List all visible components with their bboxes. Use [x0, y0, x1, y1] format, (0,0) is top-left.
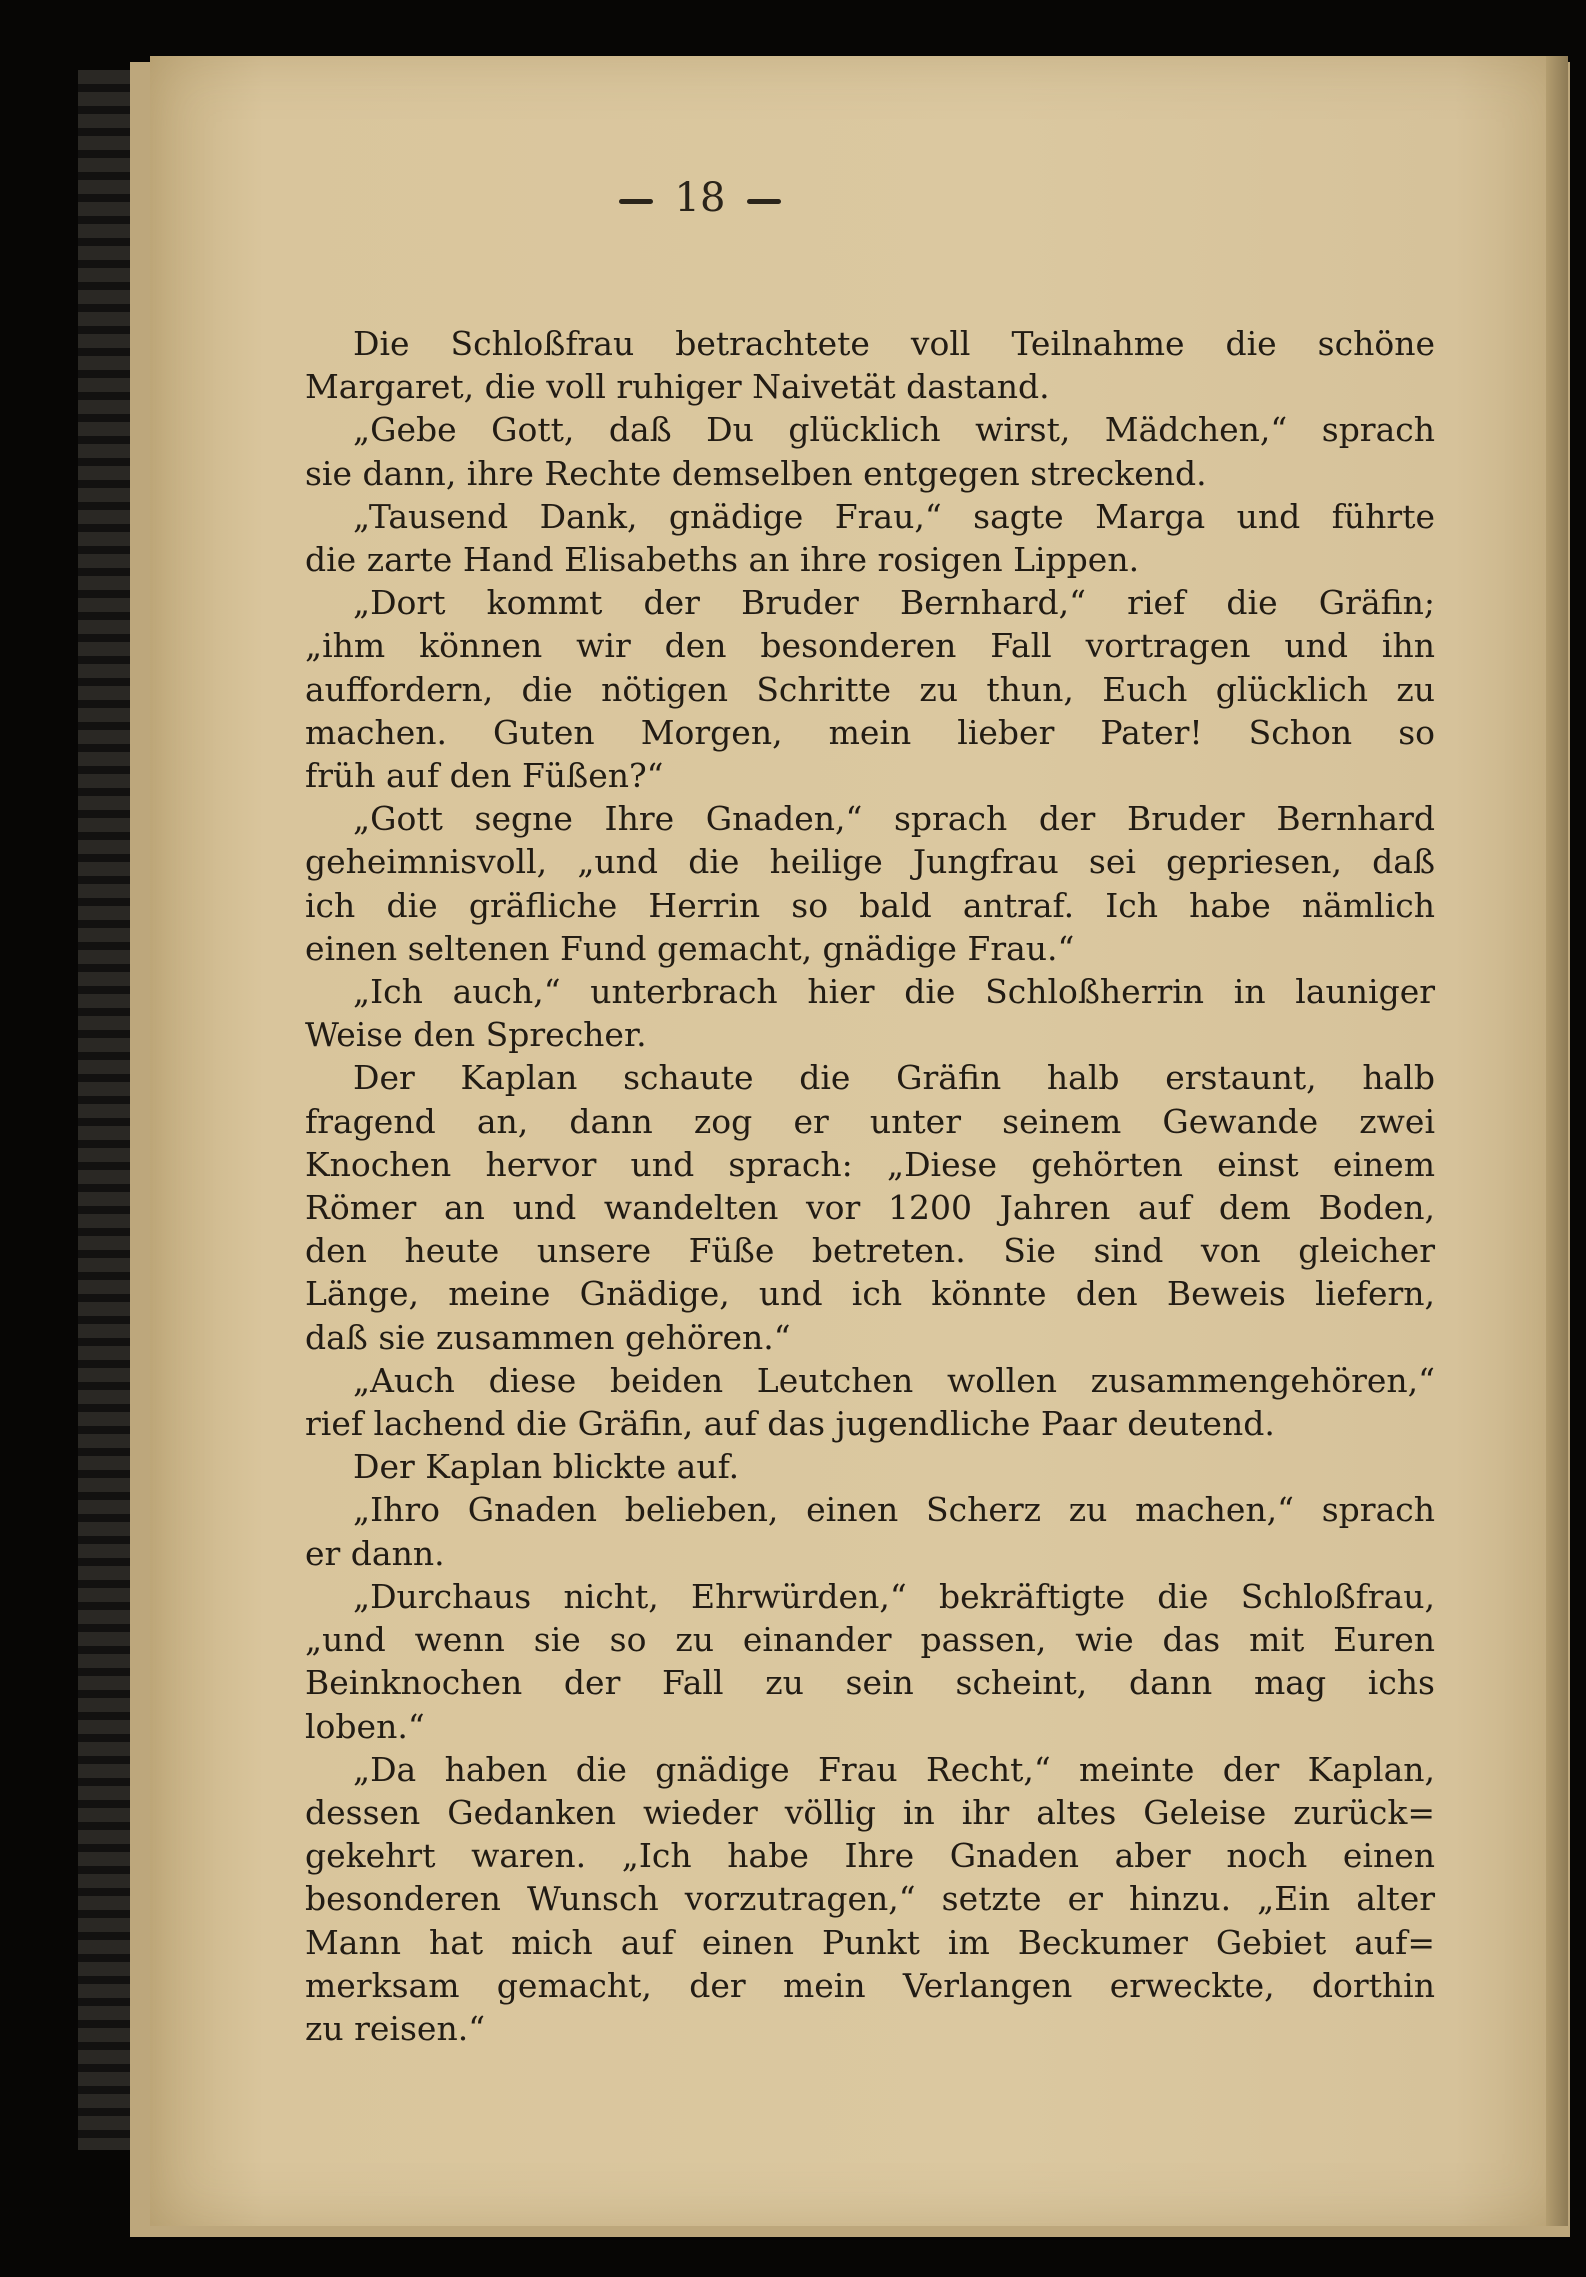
text-line: „Ich auch,“ unterbrach hier die Schloßherrin in launiger — [353, 972, 1435, 1012]
page-number: 18 — [674, 175, 726, 221]
text-line: „Auch diese beiden Leutchen wollen zusammengehören,“ — [353, 1360, 1435, 1400]
text-line: „Durchaus nicht, Ehrwürden,“ bekräftigte die Schloßfrau, — [353, 1576, 1435, 1616]
text-line: früh auf den Füßen?“ — [305, 756, 664, 796]
text-line: merksam gemacht, der mein Verlangen erweckte, dorthin — [305, 1965, 1435, 2005]
text-line: machen. Guten Morgen, mein lieber Pater! Schon so — [305, 712, 1435, 752]
text-line: er dann. — [305, 1533, 445, 1573]
text-line: rief lachend die Gräfin, auf das jugendliche Paar deutend. — [305, 1404, 1275, 1444]
text-line: fragend an, dann zog er unter seinem Gewande zwei — [305, 1101, 1435, 1141]
text-line: die zarte Hand Elisabeths an ihre rosigen Lippen. — [305, 540, 1140, 580]
text-line: Länge, meine Gnädige, und ich könnte den Beweis liefern, — [305, 1274, 1435, 1314]
text-line: geheimnisvoll, „und die heilige Jungfrau sei gepriesen, daß — [305, 842, 1435, 882]
text-line: „Dort kommt der Bruder Bernhard,“ rief die Gräfin; — [353, 583, 1435, 623]
text-line: sie dann, ihre Rechte demselben entgegen streckend. — [305, 453, 1207, 493]
text-line: dessen Gedanken wieder völlig in ihr altes Geleise zurück= — [305, 1792, 1435, 1832]
page-edge — [1546, 56, 1568, 2226]
text-line: „ihm können wir den besonderen Fall vortragen und ihn — [305, 626, 1435, 666]
text-line: „Gott segne Ihre Gnaden,“ sprach der Bruder Bernhard — [353, 799, 1435, 839]
text-line: Knochen hervor und sprach: „Diese gehörten einst einem — [305, 1144, 1435, 1184]
text-line: Weise den Sprecher. — [305, 1015, 647, 1055]
text-line: besonderen Wunsch vorzutragen,“ setzte er hinzu. „Ein alter — [305, 1879, 1435, 1919]
text-line: gekehrt waren. „Ich habe Ihre Gnaden aber noch einen — [305, 1836, 1435, 1876]
text-line: loben.“ — [305, 1706, 425, 1746]
text-line: Margaret, die voll ruhiger Naivetät dastand. — [305, 367, 1050, 407]
left-dash — [619, 199, 653, 204]
page-number-header — [0, 175, 1400, 221]
text-line: ich die gräfliche Herrin so bald antraf. Ich habe nämlich — [305, 885, 1435, 925]
text-line: Der Kaplan schaute die Gräfin halb erstaunt, halb — [353, 1058, 1435, 1098]
text-line: „Ihro Gnaden belieben, einen Scherz zu machen,“ sprach — [353, 1490, 1435, 1530]
text-line: „Tausend Dank, gnädige Frau,“ sagte Marga und führte — [353, 496, 1435, 536]
text-line: Römer an und wandelten vor 1200 Jahren auf dem Boden, — [305, 1188, 1435, 1228]
text-line: „Da haben die gnädige Frau Recht,“ meinte der Kaplan, — [353, 1749, 1435, 1789]
text-line: auffordern, die nötigen Schritte zu thun, Euch glücklich zu — [305, 669, 1435, 709]
text-line: „Gebe Gott, daß Du glücklich wirst, Mädchen,“ sprach — [353, 410, 1435, 450]
text-line: „und wenn sie so zu einander passen, wie das mit Euren — [305, 1620, 1435, 1660]
page-body-text — [305, 322, 1435, 2050]
text-line: Mann hat mich auf einen Punkt im Beckumer Gebiet auf= — [305, 1922, 1435, 1962]
text-line: daß sie zusammen gehören.“ — [305, 1317, 791, 1357]
text-line: Die Schloßfrau betrachtete voll Teilnahme die schöne — [353, 324, 1435, 363]
text-line: Beinknochen der Fall zu sein scheint, dann mag ichs — [305, 1663, 1435, 1703]
right-dash — [747, 199, 781, 204]
text-line: den heute unsere Füße betreten. Sie sind von gleicher — [305, 1231, 1435, 1271]
text-line: zu reisen.“ — [305, 2008, 486, 2048]
text-line: einen seltenen Fund gemacht, gnädige Frau.“ — [305, 928, 1075, 968]
text-line: Der Kaplan blickte auf. — [353, 1447, 740, 1487]
